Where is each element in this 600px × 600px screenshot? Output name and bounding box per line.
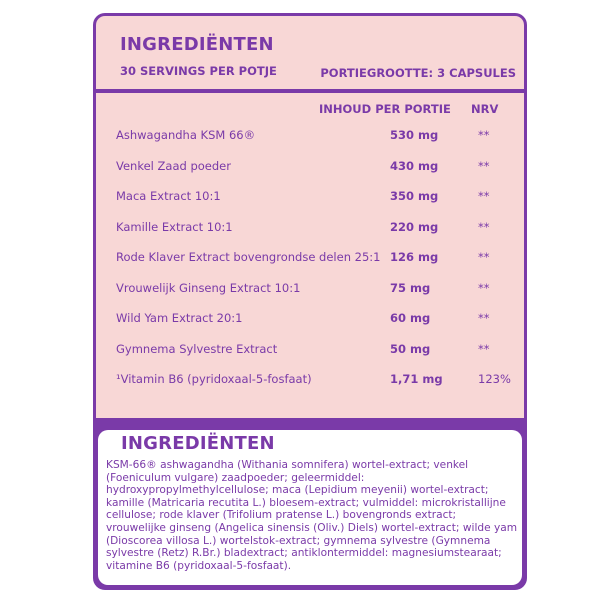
column-header-amount: INHOUD PER PORTIE bbox=[319, 102, 451, 116]
ingredients-text: KSM-66® ashwagandha (Withania somnifera) wortel-extract; venkel (Foeniculum vulgare) zaadpoeder; geleermiddel: hydroxypropylmethylcellulose; maca (Lepidium meyenii) wortel-extract; kamille (Matricaria recutita L.) bloesem-extract; vulmiddel: microkristallijne cellulose; rode klaver (Trifolium pratense L.) bovengronds extract; vrouwelijke ginseng (Angelica sinensis (Oliv.) Diels) wortel-extract; wilde yam (Dioscorea villosa L.) wortelstok-extract; gymnema sylvestre (Gymnema sylvestre (Retz) R.Br.) bladextract; antiklontermiddel: magnesiumstearaat; vitamine B6 (pyridoxaal-5-fosfaat). bbox=[106, 459, 518, 572]
row-amount: 350 mg bbox=[390, 189, 439, 203]
row-amount: 430 mg bbox=[390, 159, 439, 173]
label-title: INGREDIËNTEN bbox=[120, 34, 274, 55]
row-nrv: ** bbox=[478, 220, 490, 234]
row-amount: 530 mg bbox=[390, 128, 439, 142]
row-amount: 60 mg bbox=[390, 311, 431, 325]
row-nrv: ** bbox=[478, 250, 490, 264]
table-row bbox=[96, 159, 524, 179]
row-name: Vrouwelijk Ginseng Extract 10:1 bbox=[116, 281, 301, 295]
table-row bbox=[96, 128, 524, 148]
table-row bbox=[96, 372, 524, 392]
table-row bbox=[96, 189, 524, 209]
ingredients-heading: INGREDIËNTEN bbox=[121, 433, 275, 454]
row-amount: 50 mg bbox=[390, 342, 431, 356]
row-nrv: ** bbox=[478, 189, 490, 203]
row-nrv: ** bbox=[478, 342, 490, 356]
ingredients-panel bbox=[98, 430, 522, 585]
row-name: Rode Klaver Extract bovengrondse delen 25:1 bbox=[116, 250, 381, 264]
row-name: Kamille Extract 10:1 bbox=[116, 220, 233, 234]
nutrition-label bbox=[93, 13, 527, 590]
nutrition-table-panel bbox=[96, 16, 524, 418]
table-row bbox=[96, 220, 524, 240]
row-nrv: ** bbox=[478, 281, 490, 295]
table-row bbox=[96, 342, 524, 362]
portion-size: PORTIEGROOTTE: 3 CAPSULES bbox=[320, 66, 516, 80]
row-name: Gymnema Sylvestre Extract bbox=[116, 342, 278, 356]
row-name: Maca Extract 10:1 bbox=[116, 189, 221, 203]
table-row bbox=[96, 311, 524, 331]
row-name: Wild Yam Extract 20:1 bbox=[116, 311, 243, 325]
row-amount: 126 mg bbox=[390, 250, 439, 264]
row-amount: 220 mg bbox=[390, 220, 439, 234]
table-row bbox=[96, 250, 524, 270]
row-amount: 1,71 mg bbox=[390, 372, 443, 386]
row-nrv: ** bbox=[478, 311, 490, 325]
row-nrv: 123% bbox=[478, 372, 511, 386]
servings-per-container: 30 SERVINGS PER POTJE bbox=[120, 64, 277, 78]
column-header-nrv: NRV bbox=[471, 102, 499, 116]
row-nrv: ** bbox=[478, 128, 490, 142]
header-divider bbox=[96, 89, 524, 93]
row-name: Venkel Zaad poeder bbox=[116, 159, 231, 173]
row-amount: 75 mg bbox=[390, 281, 431, 295]
row-name: Ashwagandha KSM 66® bbox=[116, 128, 256, 142]
row-name: ¹Vitamin B6 (pyridoxaal-5-fosfaat) bbox=[116, 372, 312, 386]
table-row bbox=[96, 281, 524, 301]
row-nrv: ** bbox=[478, 159, 490, 173]
